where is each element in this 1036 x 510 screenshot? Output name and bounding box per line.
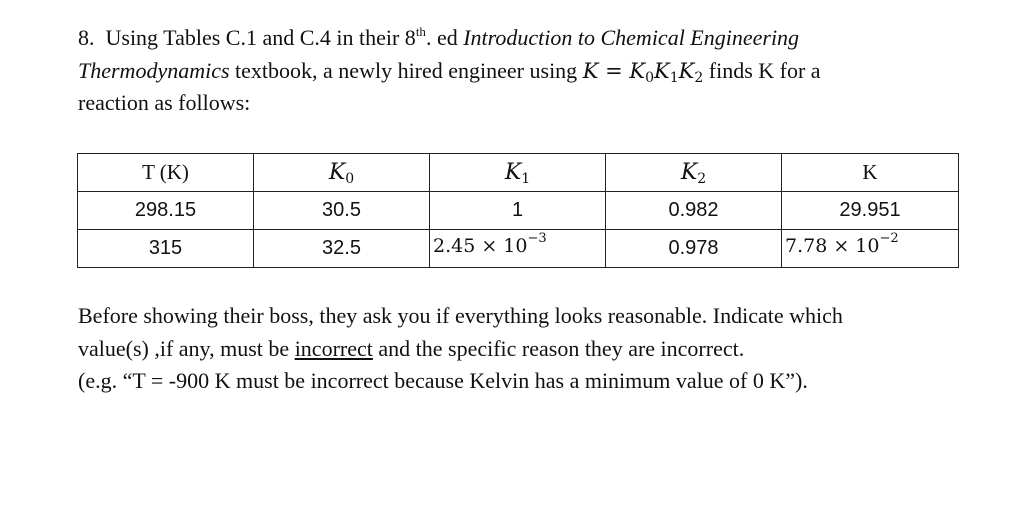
header-k0: $K_0$	[254, 154, 430, 192]
question-text	[78, 300, 978, 398]
problem-statement	[78, 22, 978, 120]
cell-t: 315	[78, 230, 254, 268]
book-title-continued: Thermodynamics	[78, 57, 230, 83]
question-line-1: Before showing their boss, they ask you if everything looks reasonable. Indicate which	[78, 303, 843, 328]
table-row	[78, 230, 959, 268]
equilibrium-constant-table	[77, 153, 959, 268]
header-k: K	[782, 154, 959, 192]
intro-line-2: Thermodynamics textbook, a newly hired engineer using $K = K_0K_1K_2$ finds K for a	[78, 57, 821, 86]
cell-k2: 0.978	[606, 230, 782, 268]
header-temperature: T (K)	[78, 154, 254, 192]
underlined-word: incorrect	[294, 335, 373, 361]
cell-k2: 0.982	[606, 192, 782, 230]
equation: $K = K_0K_1K_2$	[582, 58, 704, 86]
problem-number: 8.	[78, 25, 95, 50]
table-row	[78, 192, 959, 230]
cell-k: 29.951	[782, 192, 959, 230]
cell-k0: 30.5	[254, 192, 430, 230]
question-line-2: value(s) ,if any, must be incorrect and the specific reason they are incorrect.	[78, 335, 745, 361]
cell-k1: $2.45 \times 10^{-3}$	[430, 230, 606, 268]
header-k2: $K_2$	[606, 154, 782, 192]
question-example: (e.g. “T = -900 K must be incorrect because Kelvin has a minimum value of 0 K”).	[78, 368, 808, 393]
book-title: Introduction to Chemical Engineering	[463, 25, 800, 50]
intro-line-1: 8. Using Tables C.1 and C.4 in their 8th. ed Introduction to Chemical Engineering	[78, 24, 800, 50]
intro-line-3: reaction as follows:	[78, 90, 251, 115]
cell-k0: 32.5	[254, 230, 430, 268]
cell-k: $7.78 \times 10^{-2}$	[782, 230, 959, 268]
table-header-row	[78, 154, 959, 192]
header-k1: $K_1$	[430, 154, 606, 192]
cell-k1: 1	[430, 192, 606, 230]
cell-t: 298.15	[78, 192, 254, 230]
